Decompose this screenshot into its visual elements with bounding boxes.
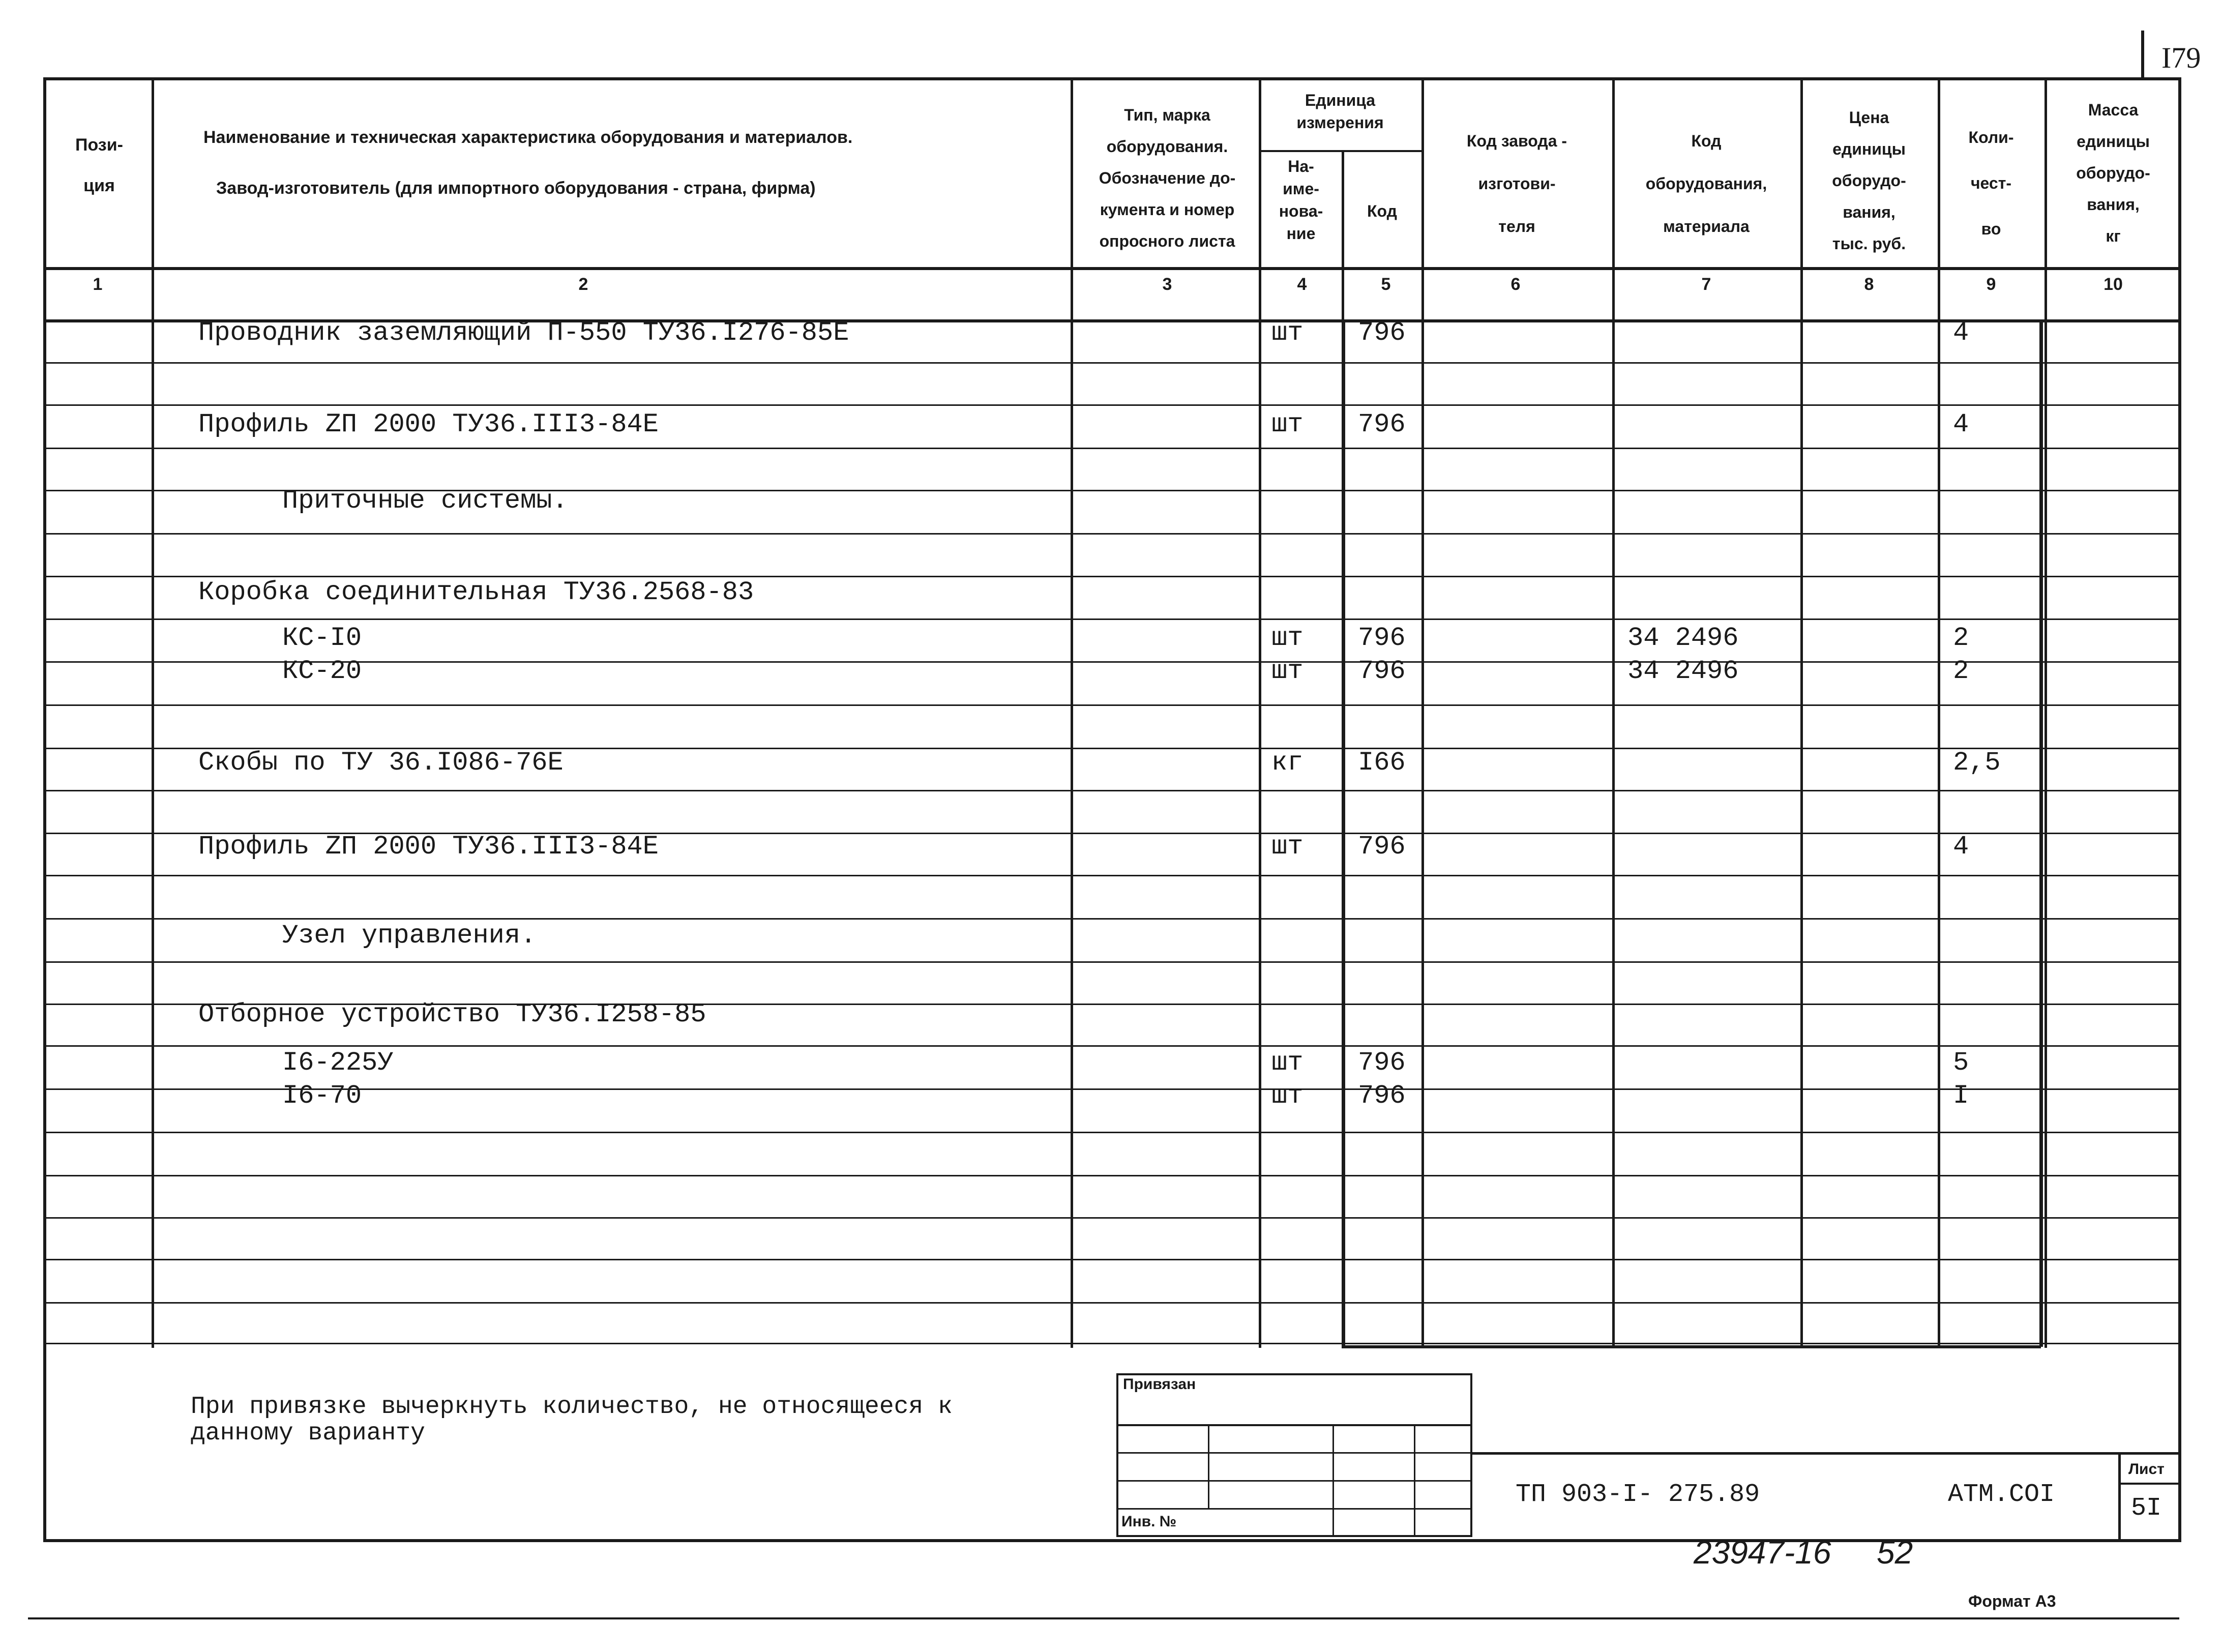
stamp-line [1116,1452,1472,1454]
row-unit-code: I66 [1358,748,1406,778]
row-quantity: 5 [1953,1048,1969,1078]
grid-hline [43,1343,2181,1344]
col-number-3: 3 [1162,275,1172,294]
row-quantity: 4 [1953,318,1969,348]
grid-hline [43,661,2181,663]
grid-hline [43,267,2181,270]
footer-note: При привязке вычеркнуть количество, не относящееся к данному варианту [191,1393,953,1447]
stamp-line [1116,1424,1472,1426]
grid-hline [43,1259,2181,1260]
grid-vline [1800,77,1803,1348]
col-number-9: 9 [1986,275,1996,294]
bottom-rule [28,1617,2179,1619]
sheet-number: 5I [2131,1494,2162,1523]
grid-hline [43,704,2181,706]
row-name: Профиль ZП 2000 ТУ36.III3-84Е [198,409,659,439]
row-name: КС-I0 [282,623,362,653]
row-material-code: 34 2496 [1627,623,1739,653]
stamp-divider [1414,1424,1415,1537]
grid-hline [43,362,2181,364]
row-material-code: 34 2496 [1627,656,1739,686]
format-label: Формат А3 [1968,1592,2056,1610]
stamp-divider [1208,1424,1209,1508]
stamp-box [1116,1373,1472,1537]
row-unit: шт [1271,832,1303,862]
header-col8: Цена единицы оборудо- вания, тыс. руб. [1832,108,1906,253]
grid-hline [43,1302,2181,1304]
col-number-8: 8 [1864,275,1874,294]
row-unit: кг [1271,748,1303,778]
row-name: I6-70 [282,1081,362,1111]
row-name: Отборное устройство ТУ36.I258-85 [198,999,706,1029]
grid-hline [1259,150,1421,152]
col-number-6: 6 [1510,275,1521,294]
row-name: Приточные системы. [282,486,568,516]
header-col5: Код [1367,202,1397,220]
col-number-4: 4 [1297,275,1307,294]
row-unit-code: 796 [1358,409,1406,439]
row-unit-code: 796 [1358,656,1406,686]
grid-hline [43,961,2181,963]
row-unit: шт [1271,623,1303,653]
header-col9: Коли- чест- во [1968,128,2014,238]
grid-hline [43,1217,2181,1219]
col-number-5: 5 [1381,275,1391,294]
grid-vline [1938,77,1940,1348]
archive-sheet: 52 [1877,1534,1913,1571]
row-name: I6-225У [282,1048,394,1078]
grid-hline [43,1088,2181,1090]
header-col6: Код завода - изготови- теля [1466,132,1567,235]
grid-hline [43,404,2181,406]
sheet-frame [43,77,2181,1542]
header-col10: Масса единицы оборудо- вания, кг [2076,101,2150,245]
header-col2-line1: Наименование и техническая характеристика оборудования и материалов. [203,128,853,147]
col-number-10: 10 [2104,275,2123,294]
stamp-line [1116,1508,1472,1510]
grid-vline [1342,319,1345,1347]
row-name: Проводник заземляющий П-550 ТУ36.I276-85Е [198,318,849,348]
grid-hline [43,618,2181,620]
col-number-2: 2 [578,275,588,294]
row-quantity: 2 [1953,656,1969,686]
row-quantity: 4 [1953,832,1969,862]
stamp-line [1116,1480,1472,1482]
archive-number: 23947-16 [1694,1534,1831,1571]
sheet-box-line [2118,1483,2179,1485]
grid-hline [43,533,2181,535]
row-unit: шт [1271,409,1303,439]
row-quantity: 2,5 [1953,748,2001,778]
header-col4: На- име- нова- ние [1279,157,1323,243]
stamp-privyazan: Привязан [1123,1376,1196,1393]
header-col2-line2: Завод-изготовитель (для импортного оборудования - страна, фирма) [216,179,816,198]
grid-vline [1071,77,1073,1348]
header-col7: Код оборудования, материала [1645,132,1767,235]
grid-hline [43,1045,2181,1047]
grid-vline [1421,77,1424,1348]
grid-hline [43,918,2181,920]
grid-vline [2039,319,2043,1347]
header-col1: Пози- ция [75,135,123,195]
row-unit-code: 796 [1358,832,1406,862]
row-quantity: 4 [1953,409,1969,439]
row-unit: шт [1271,318,1303,348]
sheet-label: Лист [2128,1461,2165,1478]
stamp-inv: Инв. № [1121,1513,1177,1530]
row-name: КС-20 [282,656,362,686]
row-quantity: 2 [1953,623,1969,653]
grid-hline [43,875,2181,876]
stamp-divider [1332,1424,1334,1537]
title-block-top [1472,1452,2179,1455]
grid-hline [43,1132,2181,1133]
doc-code: ТП 903-I- 275.89 [1516,1480,1760,1509]
grid-hline [1342,1345,2041,1348]
row-unit: шт [1271,656,1303,686]
grid-vline [1612,77,1615,1348]
header-unit-group: Единица измерения [1296,91,1384,132]
row-unit: шт [1271,1081,1303,1111]
row-name: Коробка соединительная ТУ36.2568-83 [198,577,754,607]
row-quantity: I [1953,1081,1969,1111]
page-number: I79 [2161,41,2201,74]
row-name: Скобы по ТУ 36.I086-76Е [198,748,564,778]
grid-vline [1259,77,1261,1348]
grid-vline [152,77,154,1348]
row-name: Узел управления. [282,921,537,951]
row-unit-code: 796 [1358,1081,1406,1111]
grid-hline [43,448,2181,449]
doc-mark: АТМ.СОI [1948,1480,2055,1509]
row-name: Профиль ZП 2000 ТУ36.III3-84Е [198,832,659,862]
row-unit-code: 796 [1358,623,1406,653]
grid-hline [43,1175,2181,1176]
grid-hline [43,790,2181,791]
row-unit-code: 796 [1358,318,1406,348]
grid-vline [2045,77,2047,1348]
row-unit: шт [1271,1048,1303,1078]
col-number-7: 7 [1701,275,1711,294]
header-col3: Тип, марка оборудования. Обозначение до- кумента и номер опросного листа [1099,106,1236,250]
col-number-1: 1 [93,275,103,294]
row-unit-code: 796 [1358,1048,1406,1078]
